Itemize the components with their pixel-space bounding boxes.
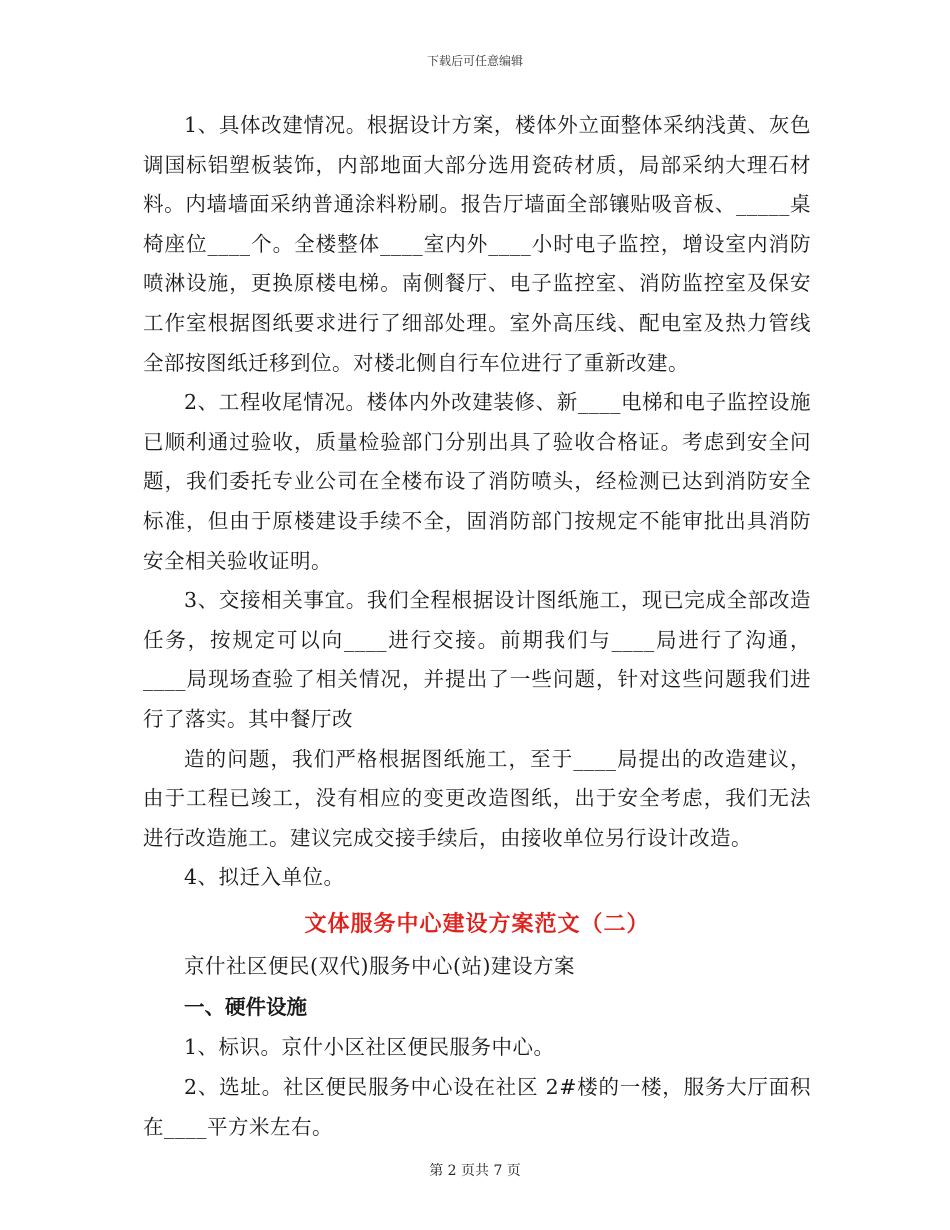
header-note: 下载后可任意编辑 bbox=[426, 54, 523, 68]
paragraph-signage: 1、标识。京什小区社区便民服务中心。 bbox=[184, 1035, 555, 1060]
page-number: 第 2 页共 7 页 bbox=[429, 1163, 521, 1179]
paragraph-renovation-details: 1、具体改建情况。根据设计方案，楼体外立面整体采纳浅黄、灰色调国标铝塑板装饰，内部地面大部分选用瓷砖材质，局部采纳大理石材料。内墙墙面采纳普通涂料粉刷。报告厅墙面全部镶贴吸音板、_____桌椅座位____个。全楼整体____室内外____小时电子监控，增设室内消防喷淋设施，更换原楼电梯。南侧餐厅、电子监控室、消防监控室及保安工作室根据图纸要求进行了细部处理。室外高压线、配电室及热力管线全部按图纸迁移到位。对楼北侧自行车位进行了重新改建。 bbox=[143, 113, 811, 375]
paragraph-site-selection: 2、选址。社区便民服务中心设在社区 2#楼的一楼，服务大厅面积在____平方米左右。 bbox=[143, 1075, 811, 1139]
paragraph-handover-matters: 3、交接相关事宜。我们全程根据设计图纸施工，现已完成全部改造任务，按规定可以向____进行交接。前期我们与____局进行了沟通，____局现场查验了相关情况，并提出了一些问题，针对这些问题我们进行了落实。其中餐厅改 bbox=[143, 588, 811, 731]
paragraph-handover-continued: 造的问题，我们严格根据图纸施工，至于____局提出的改造建议，由于工程已竣工，没有相应的变更改造图纸，出于安全考虑，我们无法进行改造施工。建议完成交接手续后，由接收单位另行设计改造。 bbox=[143, 746, 811, 850]
document-title: 文体服务中心建设方案范文（二） bbox=[304, 910, 650, 937]
paragraph-relocating-units: 4、拟迁入单位。 bbox=[184, 865, 345, 890]
section-heading-hardware: 一、硬件设施 bbox=[184, 995, 307, 1020]
subtitle-line: 京什社区便民(双代)服务中心(站)建设方案 bbox=[184, 953, 575, 978]
paragraph-completion-status: 2、工程收尾情况。楼体内外改建装修、新____电梯和电子监控设施已顺利通过验收，质量检验部门分别出具了验收合格证。考虑到安全问题，我们委托专业公司在全楼布设了消防喷头，经检测已达到消防安全标准，但由于原楼建设手续不全，固消防部门按规定不能审批出具消防安全相关验收证明。 bbox=[143, 390, 811, 573]
document-body bbox=[143, 106, 811, 1147]
